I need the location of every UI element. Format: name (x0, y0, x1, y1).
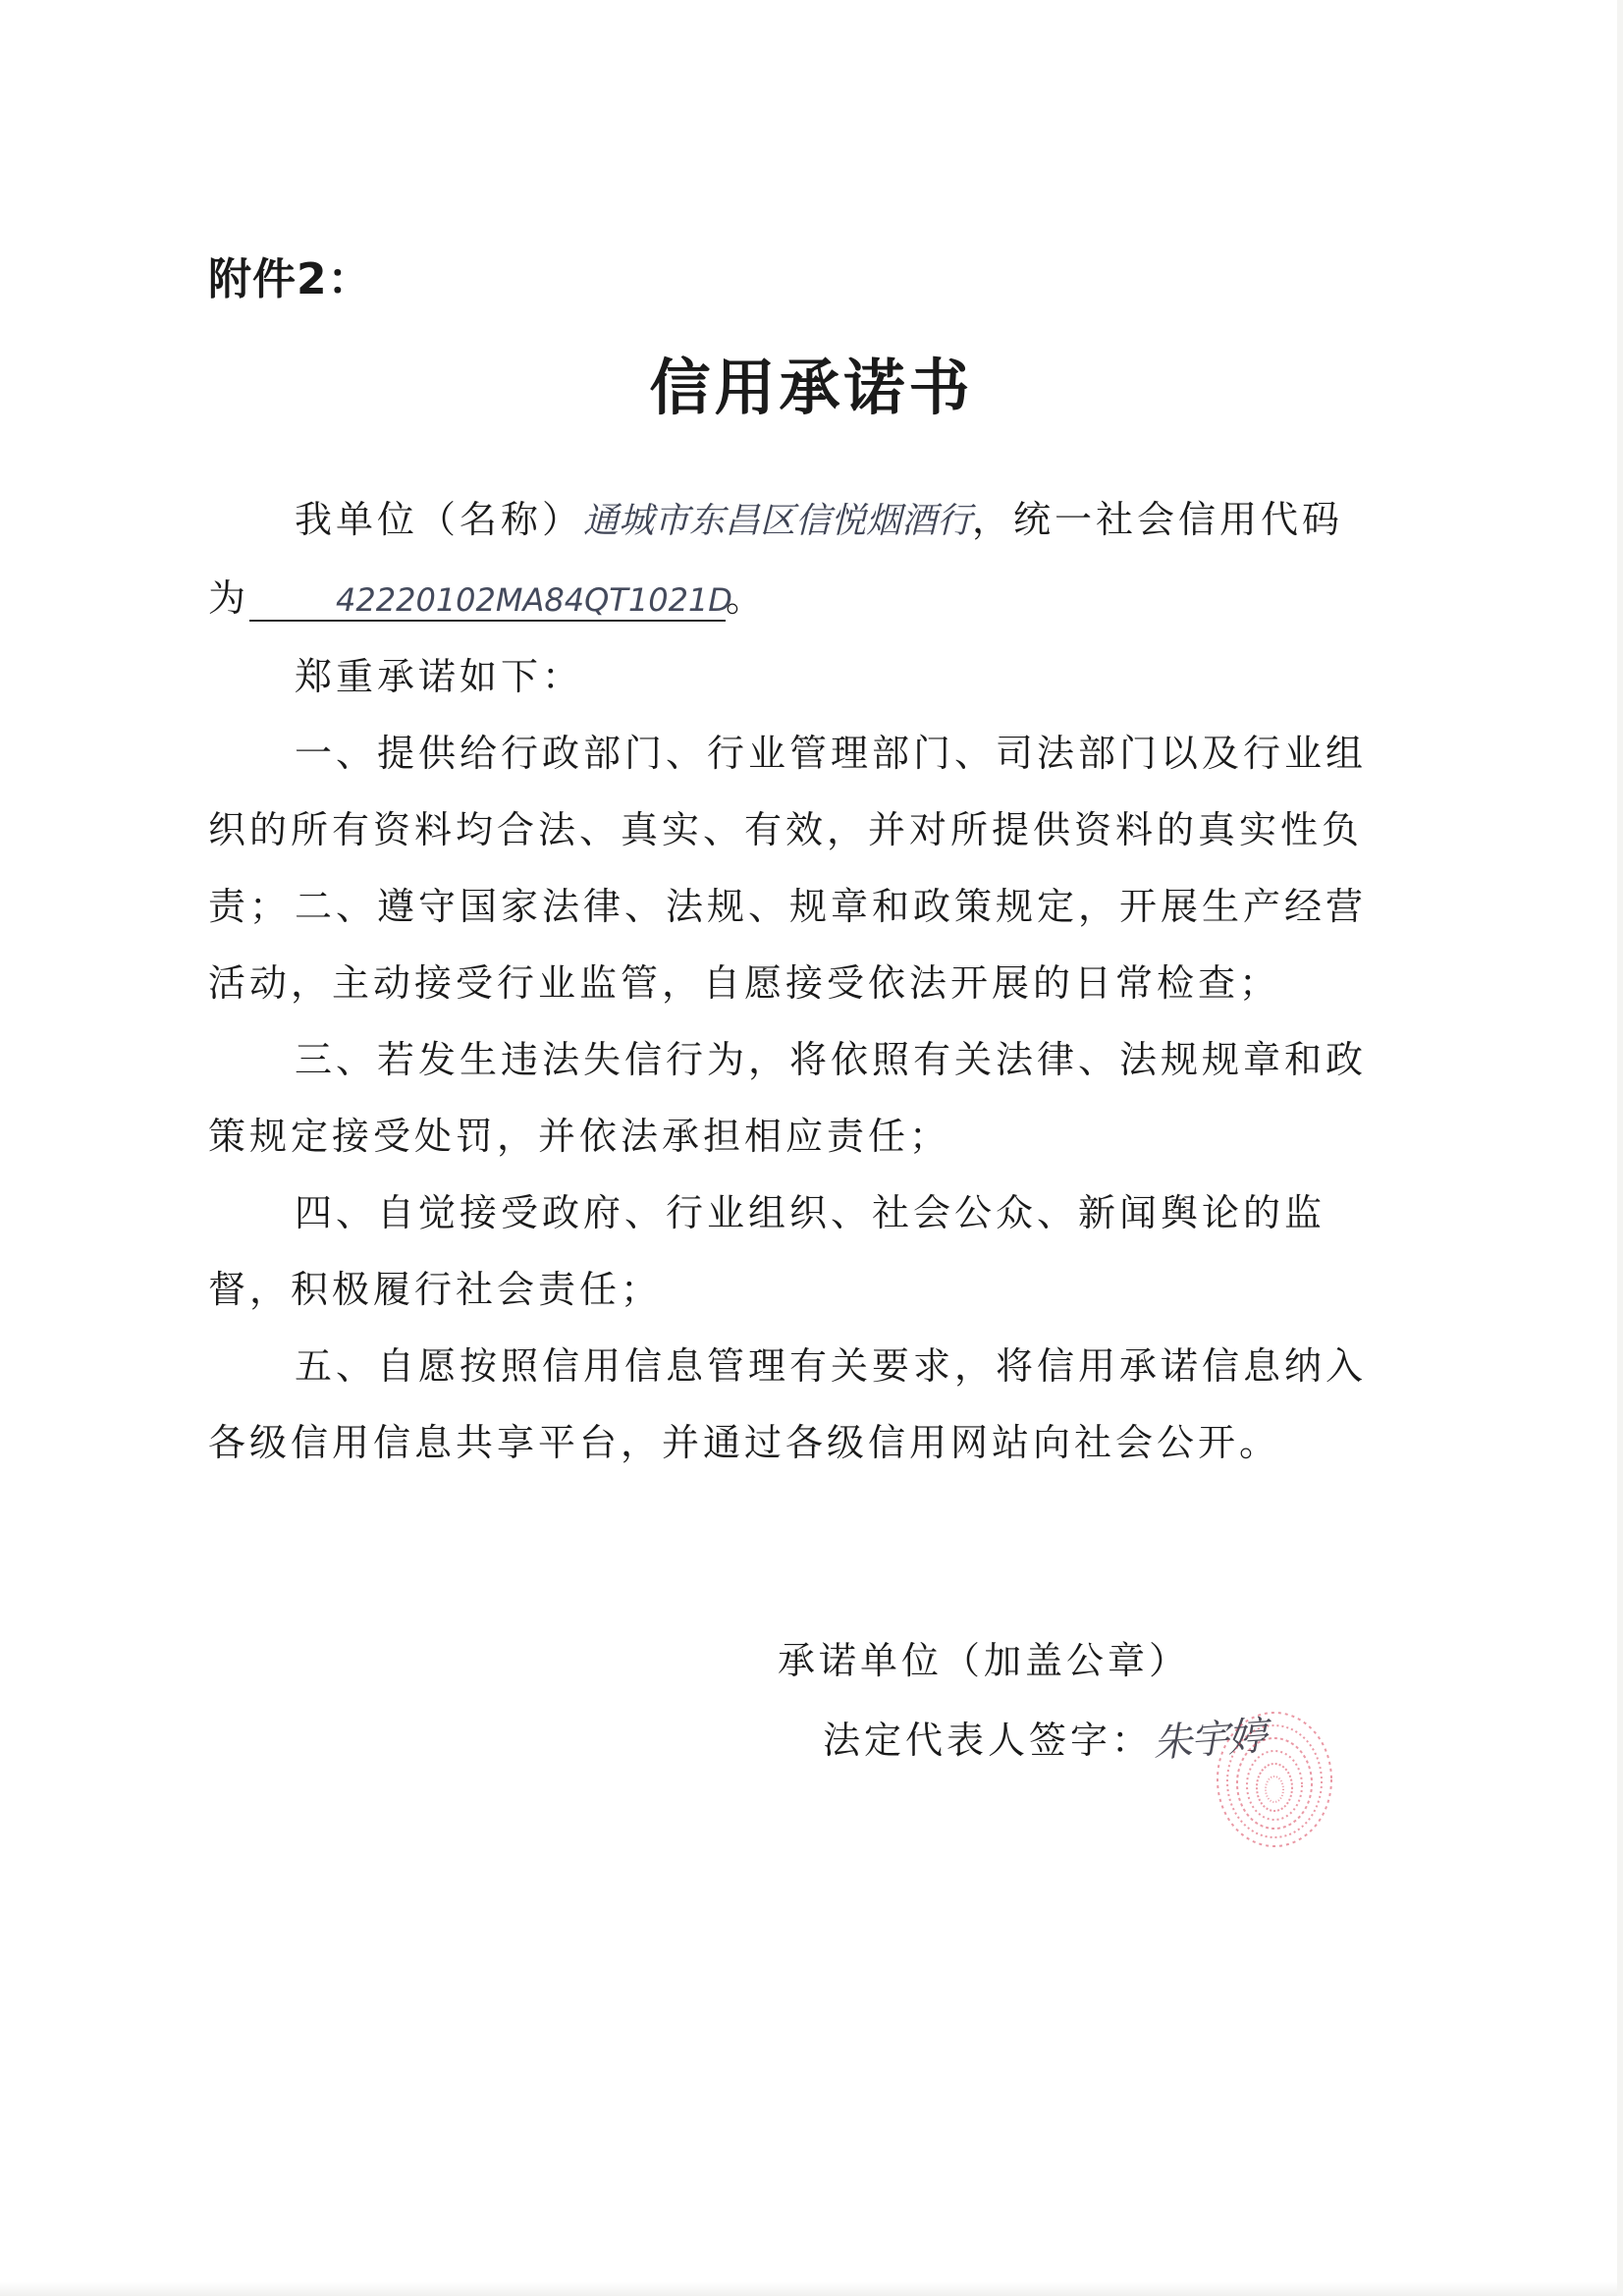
company-name-handwritten: 通城市东昌区信悦烟酒行 (583, 501, 973, 541)
commitment-item-4: 四、自觉接受政府、行业组织、社会公众、新闻舆论的监督，积极履行社会责任； (208, 1191, 1326, 1311)
intro-middle: ，统一社会信用代码 (972, 498, 1344, 541)
document-title: 信用承诺书 (649, 352, 974, 423)
legal-rep-line (823, 1709, 1265, 1765)
code-prefix: 为 (208, 576, 250, 620)
scan-edge-bottom (0, 2282, 1623, 2296)
intro-suffix: 。 (726, 576, 768, 620)
legal-rep-label: 法定代表人签字： (823, 1719, 1154, 1762)
annex-label: 附件2： (208, 254, 372, 304)
fingerprint-mark (1206, 1699, 1343, 1856)
intro-paragraph (208, 481, 1391, 636)
intro-prefix: 我单位（名称） (295, 498, 584, 541)
unit-seal-label: 承诺单位（加盖公章） (778, 1639, 1191, 1682)
commitment-item-1: 一、提供给行政部门、行业管理部门、司法部门以及行业组织的所有资料均合法、真实、有效，并对所提供资料的真实性负责； (208, 732, 1368, 928)
commitment-item-3: 三、若发生违法失信行为，将依照有关法律、法规规章和政策规定接受处罚，并依法承担相应责任； (208, 1038, 1368, 1158)
lead-line: 郑重承诺如下： (295, 655, 584, 698)
credit-code-handwritten: 42220102MA84QT1021D (249, 580, 726, 622)
commitment-item-5: 五、自愿按照信用信息管理有关要求，将信用承诺信息纳入各级信用信息共享平台，并通过各级信用网站向社会公开。 (208, 1344, 1368, 1464)
commitment-item-2: 二、遵守国家法律、法规、规章和政策规定，开展生产经营活动，主动接受行业监管，自愿接受依法开展的日常检查； (208, 885, 1368, 1005)
legal-rep-signature: 朱宇婷 (1151, 1714, 1267, 1767)
